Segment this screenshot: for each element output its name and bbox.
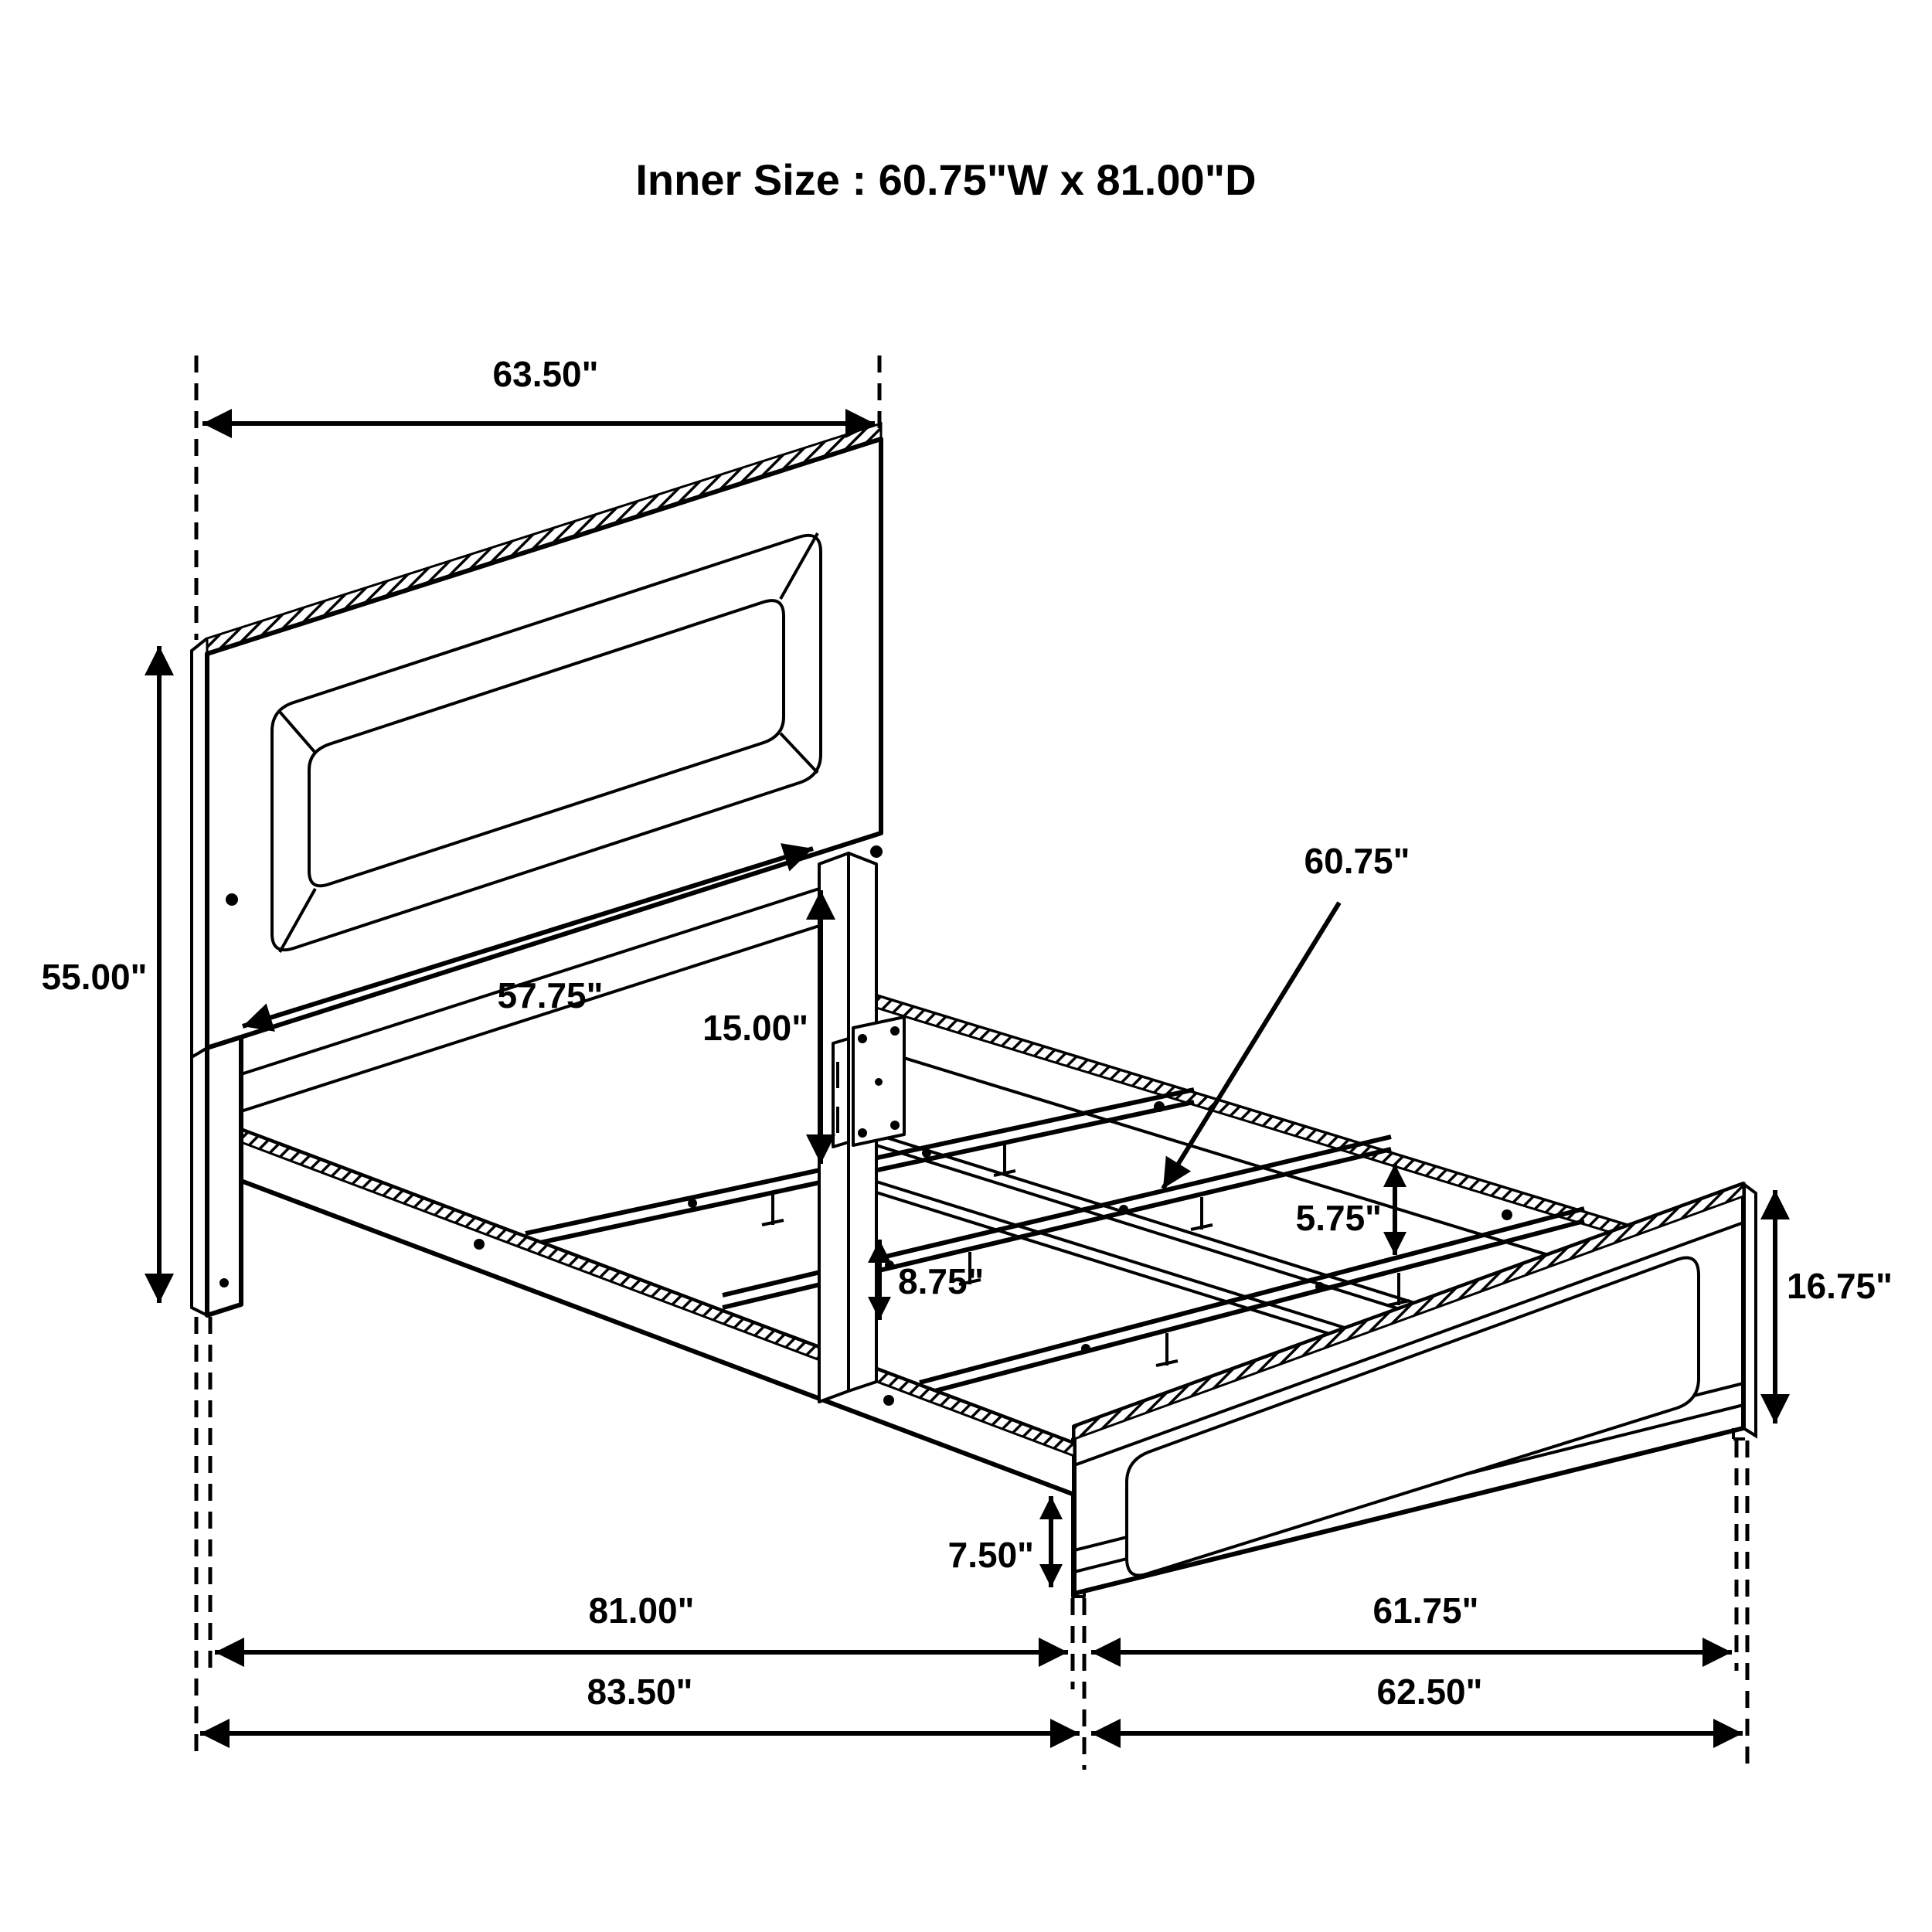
dim-rail-top-to-slat-label: 5.75"	[1295, 1198, 1382, 1238]
dim-headboard-width	[202, 354, 875, 423]
footboard	[1073, 1184, 1756, 1597]
dim-slat-length-label: 60.75"	[1304, 841, 1410, 881]
dim-footboard-width	[1091, 1672, 1743, 1733]
headboard-inner-leg	[819, 853, 904, 1402]
dim-overall-length-label: 83.50"	[587, 1672, 693, 1712]
dim-footboard-width-label: 62.50"	[1376, 1672, 1483, 1712]
dim-footboard-inner-width	[1091, 1590, 1732, 1652]
dim-footboard-height	[1775, 1190, 1893, 1423]
dim-headboard-height-label: 55.00"	[41, 957, 148, 997]
rail-hook-bracket	[833, 1039, 849, 1147]
dim-headboard-inner-width-label: 57.75"	[497, 975, 604, 1015]
near-side-rail	[241, 1130, 1074, 1495]
dim-rail-bottom-to-floor-label: 7.50"	[947, 1535, 1034, 1575]
dim-overall-length	[200, 1672, 1080, 1733]
dim-rail-bottom-to-floor	[948, 1496, 1051, 1587]
page-title: Inner Size : 60.75"W x 81.00"D	[635, 155, 1257, 204]
headboard-left-leg	[192, 1037, 241, 1315]
dim-headboard-height	[42, 646, 159, 1303]
dim-footboard-height-label: 16.75"	[1787, 1266, 1893, 1306]
dim-inner-length-label: 81.00"	[588, 1590, 695, 1631]
dim-inner-length	[215, 1590, 1068, 1652]
dim-footboard-inner-width-label: 61.75"	[1372, 1590, 1479, 1631]
dim-headboard-width-label: 63.50"	[492, 354, 599, 394]
dim-slat-to-rail-clearance-label: 8.75"	[898, 1261, 985, 1301]
dim-headboard-bottom-to-slat-label: 15.00"	[702, 1008, 808, 1048]
